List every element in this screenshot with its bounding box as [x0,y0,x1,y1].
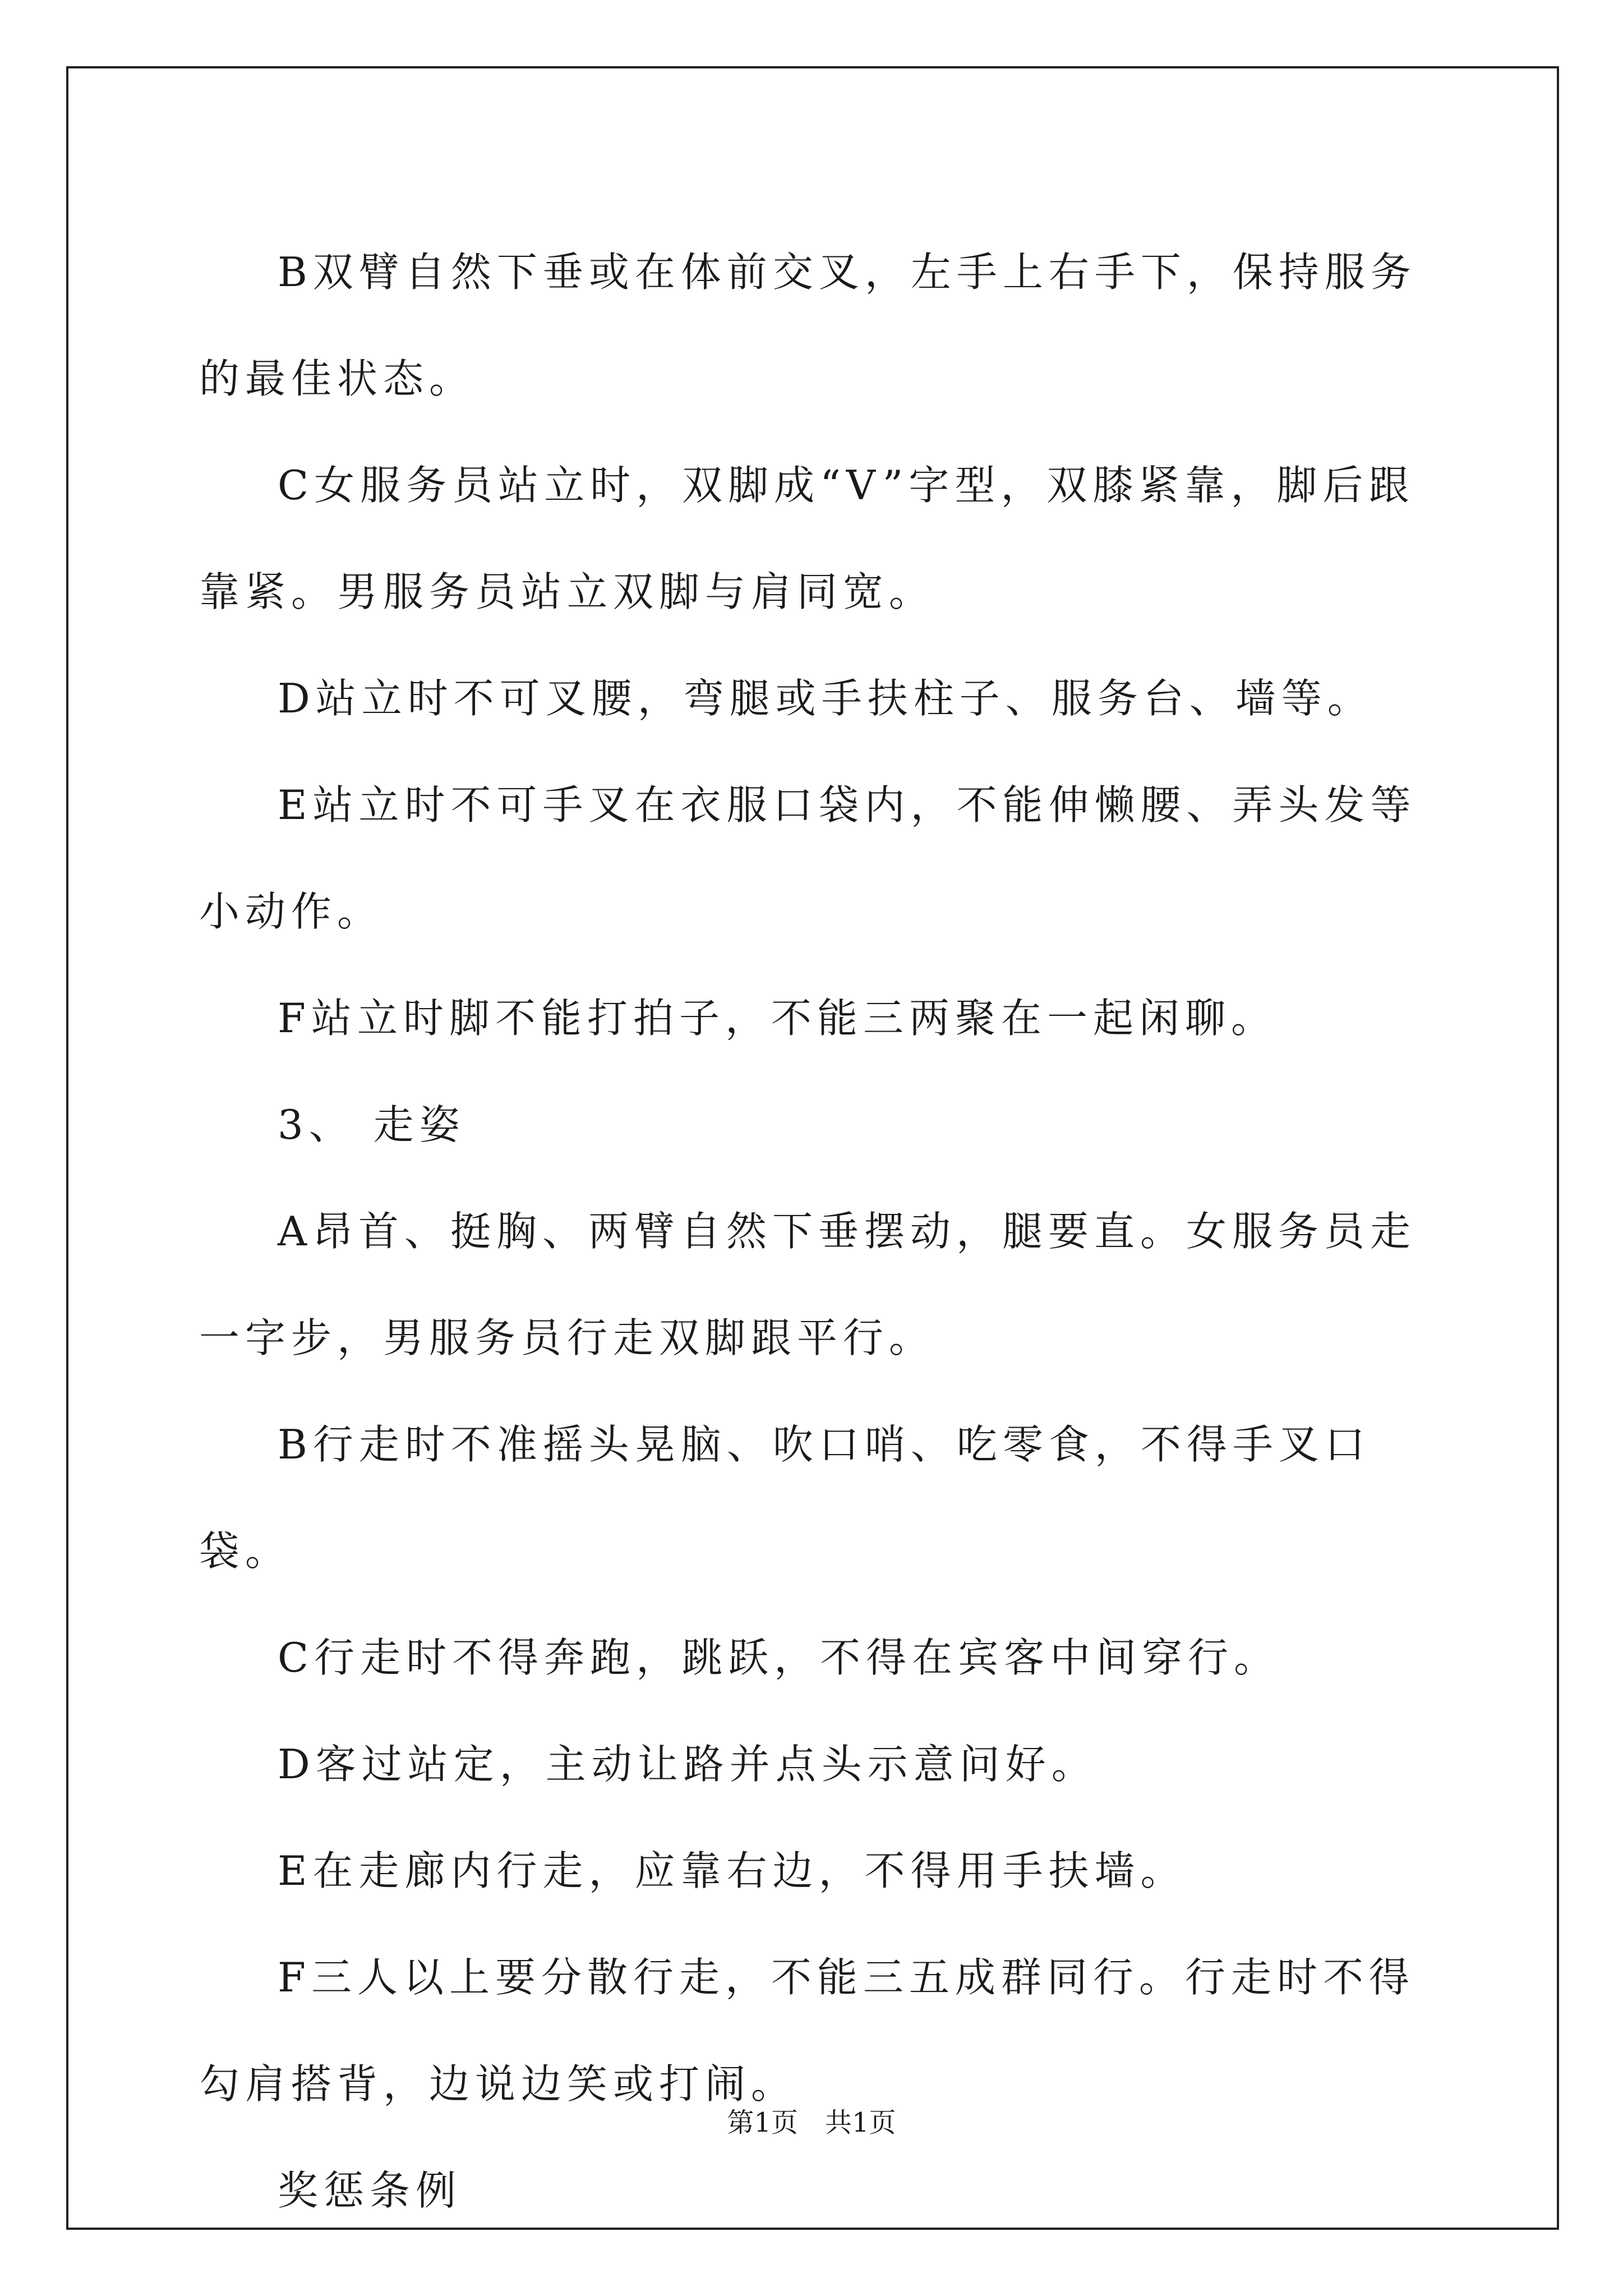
paragraph: D客过站定，主动让路并点头示意问好。 [278,1741,1098,1788]
document-body [199,219,1427,2244]
paragraph: B行走时不准摇头晃脑、吹口哨、吃零食，不得手叉口袋。 [199,1421,1371,1575]
paragraph: C行走时不得奔跑，跳跃，不得在宾客中间穿行。 [278,1634,1280,1681]
paragraph: D站立时不可叉腰，弯腿或手扶柱子、服务台、墙等。 [278,675,1373,722]
paragraph: B双臂自然下垂或在体前交叉，左手上右手下，保持服务的最佳状态。 [199,249,1417,402]
paragraph: E在走廊内行走，应靠右边，不得用手扶墙。 [278,1847,1187,1894]
paragraph: F站立时脚不能打拍子，不能三两聚在一起闲聊。 [278,995,1277,1042]
paragraph: A昂首、挺胸、两臂自然下垂摆动，腿要直。女服务员走一字步，男服务员行走双脚跟平行。 [199,1208,1416,1361]
paragraph: F三人以上要分散行走，不能三五成群同行。行走时不得勾肩搭背，边说边笑或打闹。 [199,1954,1415,2108]
section-heading: 3、 走姿 [278,1101,465,1148]
page-number: 第1页 [727,2107,798,2138]
page-footer [0,2101,1623,2139]
paragraph: C女服务员站立时，双脚成“V”字型，双膝紧靠，脚后跟靠紧。男服务员站立双脚与肩同宽。 [199,462,1415,615]
paragraph: E站立时不可手叉在衣服口袋内，不能伸懒腰、弄头发等小动作。 [199,781,1417,935]
page-total: 共1页 [825,2107,896,2138]
section-heading: 奖惩条例 [278,2167,462,2214]
